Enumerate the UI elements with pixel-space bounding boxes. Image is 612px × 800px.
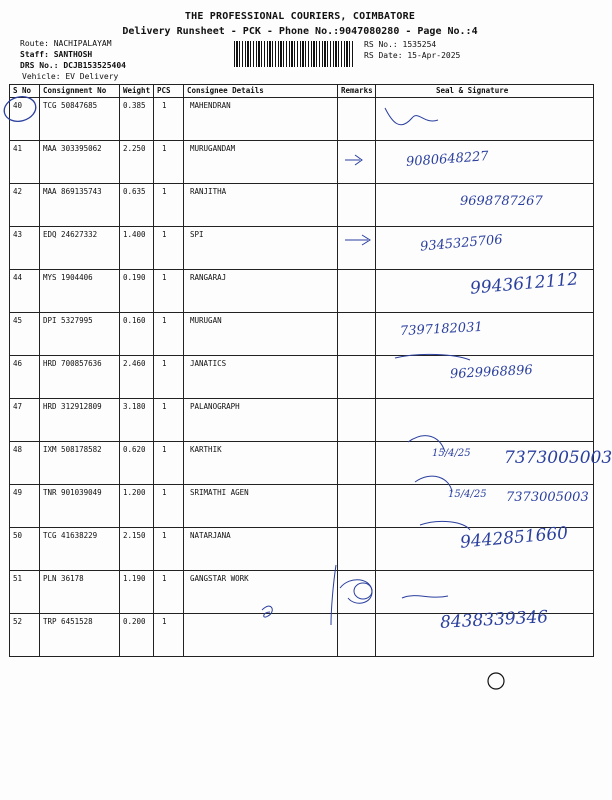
row-weight: 3.180	[120, 399, 154, 442]
route-line: Route: NACHIPALAYAM	[20, 39, 112, 48]
company-title: THE PROFESSIONAL COURIERS, COIMBATORE	[184, 11, 416, 22]
row-remarks	[338, 98, 376, 141]
row-pcs: 1	[154, 313, 184, 356]
rs-number: RS No.: 1535254	[364, 40, 437, 49]
row-remarks	[338, 614, 376, 657]
row-remarks	[338, 442, 376, 485]
row-consignment: PLN 36178	[40, 571, 120, 614]
row-consignee: KARTHIK	[184, 442, 338, 485]
rs-date: RS Date: 15-Apr-2025	[364, 51, 461, 60]
runsheet-meta-left	[20, 38, 126, 82]
col-consignment: Consignment No	[40, 85, 120, 98]
row-weight: 0.200	[120, 614, 154, 657]
row-pcs: 1	[154, 442, 184, 485]
row-signature	[376, 571, 594, 614]
row-consignee: PALANOGRAPH	[184, 399, 338, 442]
row-consignment: TCG 41638229	[40, 528, 120, 571]
handwritten-date-48: 15/4/25	[432, 448, 471, 459]
row-consignment: MAA 303395062	[40, 141, 120, 184]
drs-line: DRS No.: DCJB153525404	[20, 61, 126, 70]
row-sno: 52	[10, 614, 40, 657]
runsheet-title: Delivery Runsheet - PCK - Phone No.:9047080280 - Page No.:4	[122, 26, 478, 37]
row-pcs: 1	[154, 141, 184, 184]
row-sno: 50	[10, 528, 40, 571]
row-consignee: RANGARAJ	[184, 270, 338, 313]
row-consignment: HRD 700857636	[40, 356, 120, 399]
table-row	[10, 313, 594, 356]
row-weight: 1.190	[120, 571, 154, 614]
row-pcs: 1	[154, 399, 184, 442]
row-remarks	[338, 270, 376, 313]
row-weight: 0.190	[120, 270, 154, 313]
table-row	[10, 98, 594, 141]
row-sno: 43	[10, 227, 40, 270]
col-consignee: Consignee Details	[184, 85, 338, 98]
row-consignment: TRP 6451528	[40, 614, 120, 657]
handwritten-phone-48: 7373005003	[504, 448, 612, 468]
row-consignee: SRIMATHI AGEN	[184, 485, 338, 528]
vehicle-line: Vehicle: EV Delivery	[22, 72, 119, 81]
col-weight: Weight	[120, 85, 154, 98]
row-weight: 2.150	[120, 528, 154, 571]
handwritten-phone-42: 9698787267	[460, 194, 543, 209]
table-row	[10, 571, 594, 614]
row-consignment: MYS 1904406	[40, 270, 120, 313]
row-consignee: SPI	[184, 227, 338, 270]
row-consignee: MAHENDRAN	[184, 98, 338, 141]
row-consignee: GANGSTAR WORK	[184, 571, 338, 614]
row-remarks	[338, 485, 376, 528]
row-consignment: MAA 869135743	[40, 184, 120, 227]
row-pcs: 1	[154, 227, 184, 270]
col-pcs: PCS	[154, 85, 184, 98]
row-weight: 1.400	[120, 227, 154, 270]
handwritten-phone-46: 9629968896	[449, 362, 534, 383]
row-pcs: 1	[154, 485, 184, 528]
handwritten-phone-41: 9080648227	[405, 149, 490, 170]
row-pcs: 1	[154, 528, 184, 571]
runsheet-meta-right	[364, 39, 460, 61]
row-sno: 51	[10, 571, 40, 614]
row-remarks	[338, 571, 376, 614]
row-sno: 44	[10, 270, 40, 313]
row-consignee: RANJITHA	[184, 184, 338, 227]
table-header-row	[10, 85, 594, 98]
row-consignment: IXM 508178582	[40, 442, 120, 485]
handwritten-phone-44: 9943612112	[469, 269, 579, 299]
col-sno: S No	[10, 85, 40, 98]
row-sno: 41	[10, 141, 40, 184]
handwritten-date-49: 15/4/25	[448, 489, 487, 500]
row-sno: 48	[10, 442, 40, 485]
row-consignee	[184, 614, 338, 657]
handwritten-phone-43: 9345325706	[419, 232, 504, 255]
staff-line: Staff: SANTHOSH	[20, 50, 93, 59]
row-remarks	[338, 528, 376, 571]
row-consignee: NATARJANA	[184, 528, 338, 571]
handwritten-phone-45: 7397182031	[399, 319, 484, 340]
row-pcs: 1	[154, 270, 184, 313]
row-weight: 0.620	[120, 442, 154, 485]
row-sno: 47	[10, 399, 40, 442]
handwritten-phone-50: 9442851660	[459, 523, 569, 553]
barcode-image	[234, 41, 354, 67]
row-weight: 0.385	[120, 98, 154, 141]
row-remarks	[338, 356, 376, 399]
table-row	[10, 141, 594, 184]
row-pcs: 1	[154, 614, 184, 657]
row-sno: 42	[10, 184, 40, 227]
handwritten-phone-49: 7373005003	[506, 490, 589, 505]
row-consignment: EDQ 24627332	[40, 227, 120, 270]
row-signature	[376, 399, 594, 442]
handwritten-phone-52: 8438339346	[439, 607, 549, 633]
row-sno: 49	[10, 485, 40, 528]
col-signature: Seal & Signature	[376, 85, 594, 98]
row-pcs: 1	[154, 356, 184, 399]
row-remarks	[338, 184, 376, 227]
row-consignment: TNR 901039049	[40, 485, 120, 528]
table-row	[10, 399, 594, 442]
row-consignment: DPI 5327995	[40, 313, 120, 356]
row-remarks	[338, 141, 376, 184]
row-pcs: 1	[154, 98, 184, 141]
table-row	[10, 227, 594, 270]
row-pcs: 1	[154, 571, 184, 614]
row-weight: 0.635	[120, 184, 154, 227]
col-remarks: Remarks	[338, 85, 376, 98]
row-remarks	[338, 313, 376, 356]
row-consignment: HRD 312912809	[40, 399, 120, 442]
row-signature	[376, 98, 594, 141]
row-pcs: 1	[154, 184, 184, 227]
row-weight: 2.460	[120, 356, 154, 399]
row-remarks	[338, 227, 376, 270]
row-sno: 45	[10, 313, 40, 356]
row-consignee: MURUGAN	[184, 313, 338, 356]
row-consignment: TCG 50847685	[40, 98, 120, 141]
row-consignee: MURUGANDAM	[184, 141, 338, 184]
row-sno: 40	[10, 98, 40, 141]
row-weight: 0.160	[120, 313, 154, 356]
row-weight: 2.250	[120, 141, 154, 184]
row-consignee: JANATICS	[184, 356, 338, 399]
row-weight: 1.200	[120, 485, 154, 528]
row-sno: 46	[10, 356, 40, 399]
row-remarks	[338, 399, 376, 442]
